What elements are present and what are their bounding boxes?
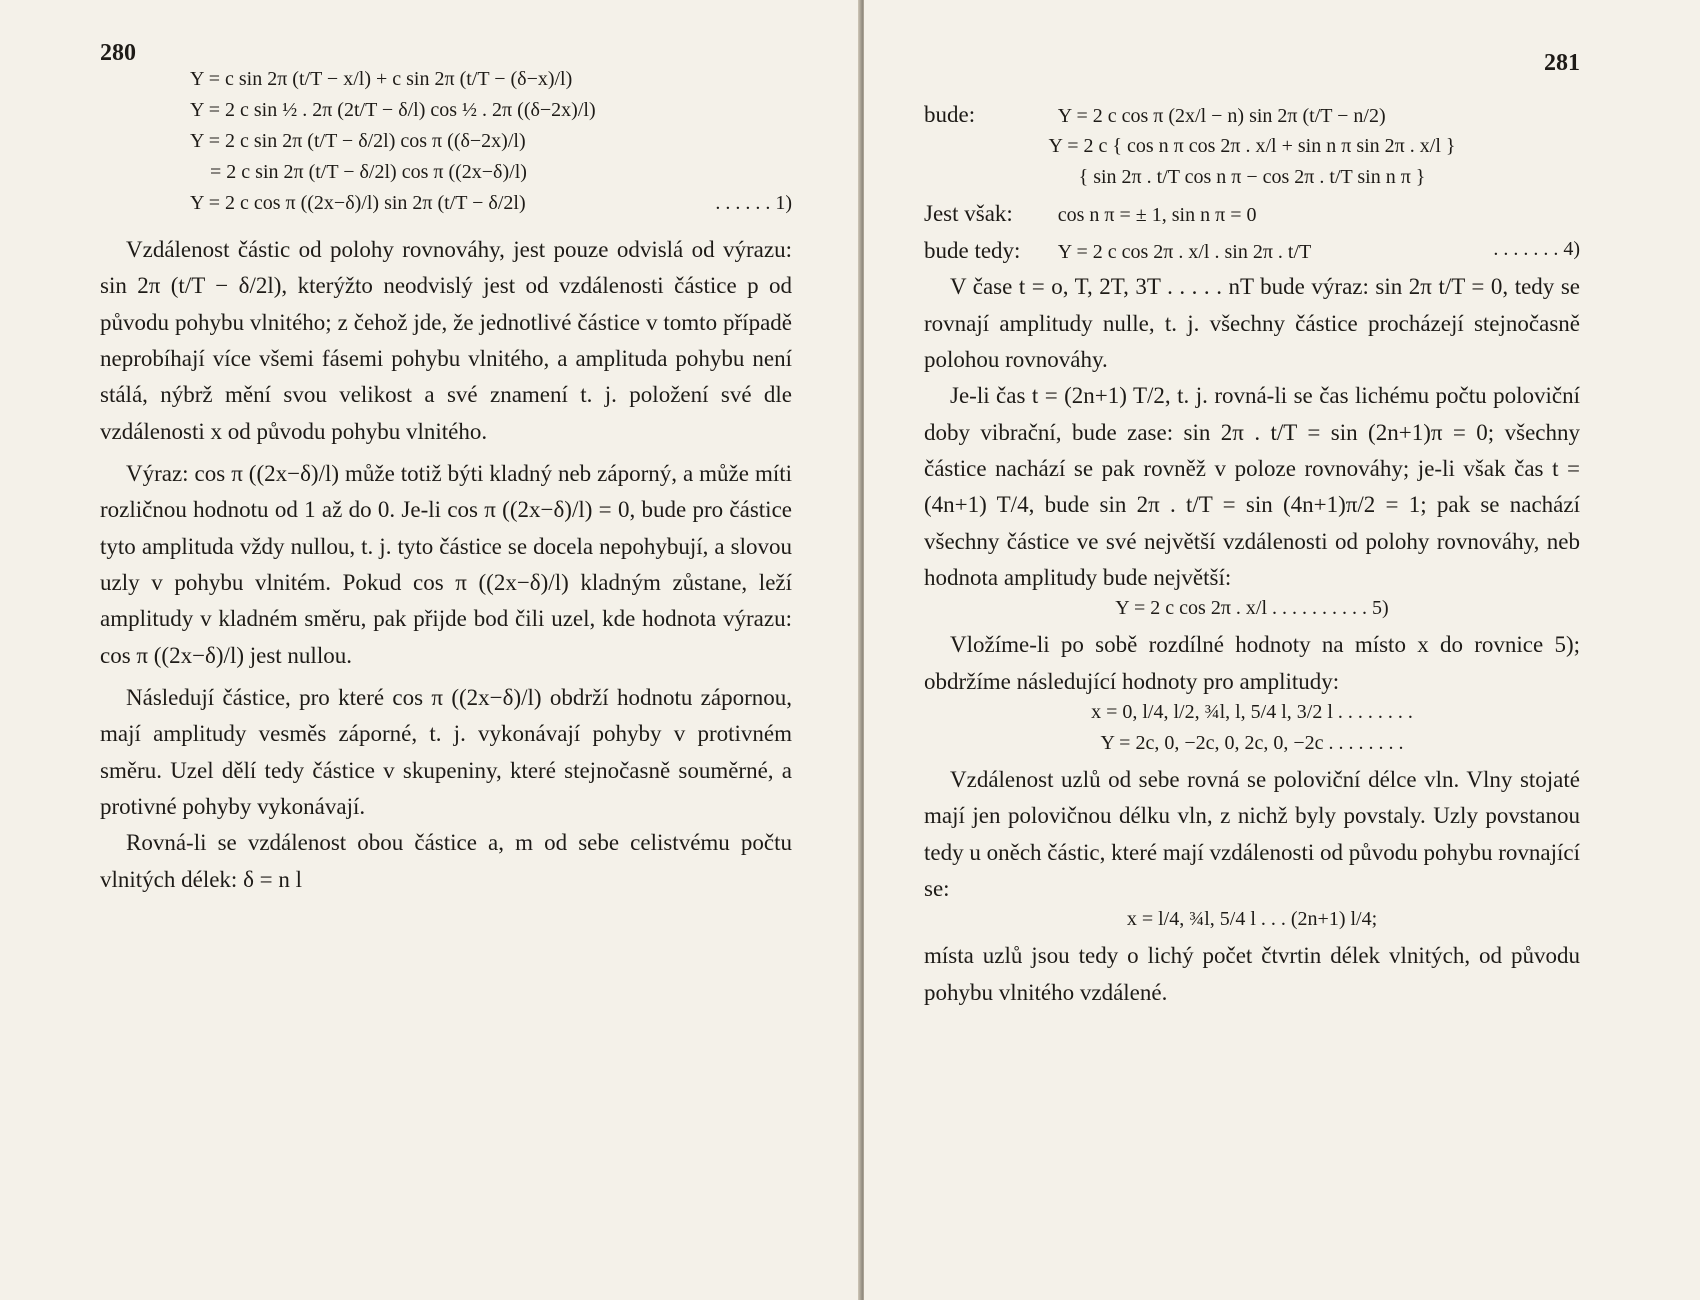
equation-5-line (924, 596, 1580, 621)
page-number-right: 281 (1544, 50, 1580, 76)
jest-line (924, 196, 1580, 233)
equation-4: = 2 c sin 2π (t/T − δ/2l) cos π ((2x−δ)/l) (210, 161, 527, 183)
bude-line (924, 97, 1580, 134)
bude-tedy-label: bude tedy: (924, 237, 1021, 263)
paragraph-1: Vzdálenost částic od polohy rovnováhy, jest pouze odvislá od výrazu: sin 2π (t/T − δ/2l), kterýžto neodvislý jest od vzdálenosti částice p od původu pohybu vlnitého; z čehož jde, že jednotlivé částice v tomto případě neprobíhají více všemi fásemi pohybu vlnitého, a amplituda pohybu není stálá, nýbrž mění svou velikost a své znamení t. j. položení své dle vzdálenosti x od původu pohybu vlnitého. (100, 237, 792, 444)
equation-1: Y = c sin 2π (t/T − x/l) + c sin 2π (t/T − (δ−x)/l) (190, 68, 573, 90)
paragraph-r1: V čase t = o, T, 2T, 3T . . . . . nT bude výraz: sin 2π t/T = 0, tedy se rovnají amplitudy nulle, t. j. všechny částice procházejí stejnočasně polohou rovnováhy. (924, 274, 1580, 373)
page-number-left: 280 (100, 40, 136, 66)
paragraph-r3: Vložíme-li po sobě rozdílné hodnoty na místo x do rovnice 5); obdržíme následující hodnoty pro amplitudy: (924, 632, 1580, 694)
bude-tedy-equation: Y = 2 c cos 2π . x/l . sin 2π . t/T (1057, 240, 1312, 263)
jest-equation: cos n π = ± 1, sin n π = 0 (1057, 203, 1257, 226)
paragraph-4: Rovná-li se vzdálenost obou částice a, m od sebe celistvému počtu vlnitých délek: δ = n l (100, 830, 792, 892)
paragraph-r4: Vzdálenost uzlů od sebe rovná se poloviční délce vln. Vlny stojaté mají jen polovičnou délku vln, z nichž byly povstaly. Uzly povstanou tedy u oněch částic, které mají vzdálenosti od původu pohybu rovnající se: (924, 767, 1580, 901)
equation-c: { sin 2π . t/T cos n π − cos 2π . t/T sin n π } (1078, 165, 1426, 188)
equation-tag-4: . . . . . . . 4) (1493, 237, 1580, 260)
bude-label: bude: (924, 102, 976, 127)
equation-3: Y = 2 c sin 2π (t/T − δ/2l) cos π ((δ−2x)/l) (190, 130, 526, 152)
equation-5-body: Y = 2 c cos π ((2x−δ)/l) sin 2π (t/T − δ/2l) (190, 192, 526, 214)
bude-equation: Y = 2 c cos π (2x/l − n) sin 2π (t/T − n/2) (1057, 105, 1386, 127)
paragraph-r5: místa uzlů jsou tedy o lichý počet čtvrtin délek vlnitých, od původu pohybu vlnitého vzdálené. (924, 943, 1580, 1005)
equation-b: Y = 2 c { cos n π cos 2π . x/l + sin n π sin 2π . x/l } (1048, 134, 1456, 157)
equation-tag-1: . . . . . . 1) (715, 192, 792, 214)
right-page (864, 0, 1700, 1300)
paragraph-3: Následují částice, pro které cos π ((2x−δ)/l) obdrží hodnotu zápornou, mají amplitudy vesměs záporné, t. j. vykonávají pohyby v protivném směru. Uzel dělí tedy částice v skupeniny, které stejnočasně souměrné, a protivné pohyby vykonávají. (100, 684, 792, 819)
bude-tedy-line (924, 233, 1580, 270)
paragraph-2: Výraz: cos π ((2x−δ)/l) může totiž býti kladný neb záporný, a může míti rozličnou hodnotu od 1 až do 0. Je-li cos π ((2x−δ)/l) = 0, bude pro částice tyto amplituda vždy nullou, t. j. tyto částice se docela nepohybují, a slovou uzly v pohybu vlnitém. Pokud cos π ((2x−δ)/l) kladným zůstane, leží amplitudy v kladném směru, pak přijde bod čili uzel, kde hodnota výrazu: cos π ((2x−δ)/l) jest nullou. (100, 460, 792, 668)
equation-5-right: Y = 2 c cos 2π . x/l (1115, 597, 1268, 620)
x-values-row: x = 0, l/4, l/2, ¾l, l, 5/4 l, 3/2 l . . . . . . . . (1091, 701, 1413, 723)
equation-5 (100, 191, 792, 216)
equation-2: Y = 2 c sin ½ . 2π (2t/T − δ/l) cos ½ . 2π ((δ−2x)/l) (190, 99, 596, 121)
equation-tag-5: . . . . . . . . . . 5) (1272, 597, 1389, 620)
jest-label: Jest však: (924, 200, 1013, 226)
y-values-row: Y = 2c, 0, −2c, 0, 2c, 0, −2c . . . . . . . . (1100, 732, 1404, 754)
paragraph-r2: Je-li čas t = (2n+1) T/2, t. j. rovná-li se čas lichému počtu poloviční doby vibrační, bude zase: sin 2π . t/T = sin (2n+1)π = 0; všechny částice nachází se pak rovněž v poloze rovnováhy; je-li však čas t = (4n+1) T/4, bude sin 2π . t/T = sin (4n+1)π/2 = 1; pak se nachází všechny částice ve své největší vzdálenosti od polohy rovnováhy, neb hodnota amplitudy bude největší: (924, 383, 1580, 591)
node-equation: x = l/4, ¾l, 5/4 l . . . (2n+1) l/4; (1126, 908, 1378, 931)
